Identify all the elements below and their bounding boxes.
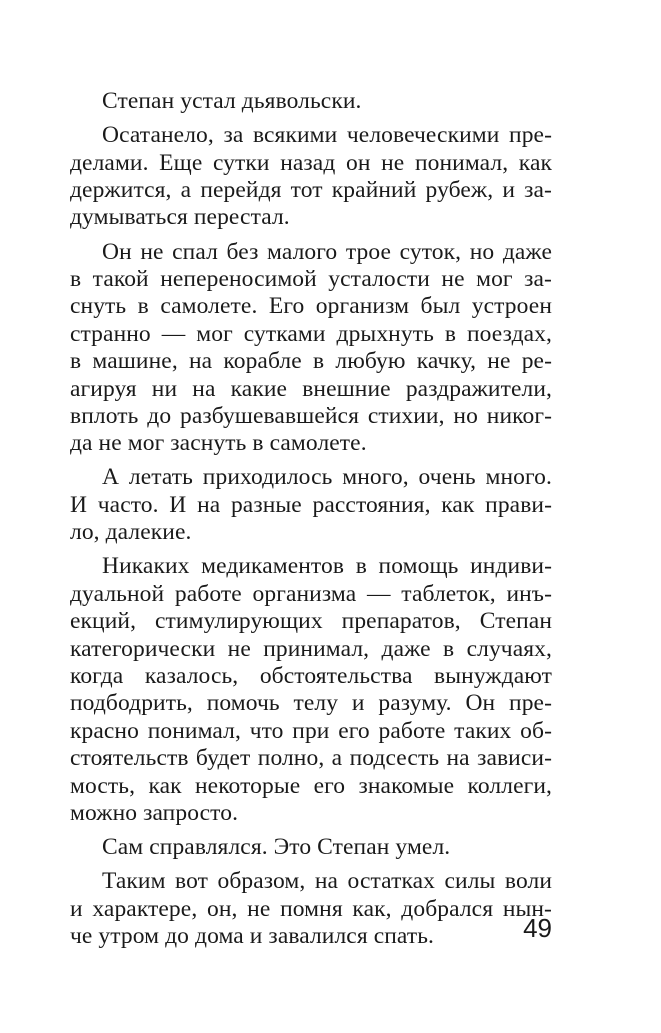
text-line: вплоть до разбушевавшейся стихии, но никог- (70, 402, 552, 429)
paragraph (70, 464, 552, 546)
text-line: Он не спал без малого трое суток, но даже (102, 238, 552, 265)
text-line: да не мог заснуть в самолете. (70, 430, 367, 457)
text-line: стоятельств будет полно, а подсесть на зависи- (70, 745, 552, 772)
text-line: в такой непереносимой усталости не мог за- (70, 265, 552, 292)
text-line: мость, как некоторые его знакомые коллеги, (70, 772, 552, 799)
text-line: Таким вот образом, на остатках силы воли (102, 868, 552, 895)
text-line: дуальной работе организма — таблеток, инъ- (70, 580, 552, 607)
text-line: странно — мог сутками дрыхнуть в поездах, (70, 320, 552, 347)
text-line: И часто. И на разные расстояния, как прави- (70, 491, 552, 518)
text-line: агируя ни на какие внешние раздражители, (70, 375, 552, 402)
text-line: в машине, на корабле в любую качку, не ре- (70, 348, 552, 375)
text-line: делами. Еще сутки назад он не понимал, как (70, 149, 552, 176)
paragraph (70, 122, 552, 232)
text-line: подбодрить, помочь телу и разуму. Он пре- (70, 690, 552, 717)
paragraph (70, 239, 552, 458)
text-line: красно понимал, что при его работе таких об- (70, 717, 552, 744)
page-number: 49 (523, 913, 552, 943)
text-line: снуть в самолете. Его организм был устроен (70, 293, 552, 320)
text-line: Степан устал дьявольски. (102, 88, 362, 114)
text-line: че утром до дома и завалился спать. (70, 923, 435, 950)
paragraph (70, 553, 552, 827)
text-line: когда казалось, обстоятельства вынуждают (70, 663, 552, 689)
paragraph (70, 88, 552, 115)
text-line: екций, стимулирующих препаратов, Степан (70, 608, 552, 635)
page-body (70, 88, 552, 951)
text-line: категорически не принимал, даже в случаях, (70, 635, 552, 662)
text-line: А летать приходилось много, очень много. (102, 464, 552, 491)
text-line: Никаких медикаментов в помощь индиви- (102, 553, 552, 580)
text-line: держится, а перейдя тот крайний рубеж, и за- (70, 176, 552, 203)
text-line: думываться перестал. (70, 204, 290, 231)
text-line: Осатанело, за всякими человеческими пре- (102, 122, 552, 149)
paragraph (70, 834, 552, 861)
text-line: можно запросто. (70, 799, 239, 826)
paragraph (70, 868, 552, 950)
text-line: и характере, он, не помня как, добрался нын- (70, 895, 552, 922)
text-line: ло, далекие. (70, 519, 192, 546)
text-line: Сам справлялся. Это Степан умел. (102, 834, 451, 861)
